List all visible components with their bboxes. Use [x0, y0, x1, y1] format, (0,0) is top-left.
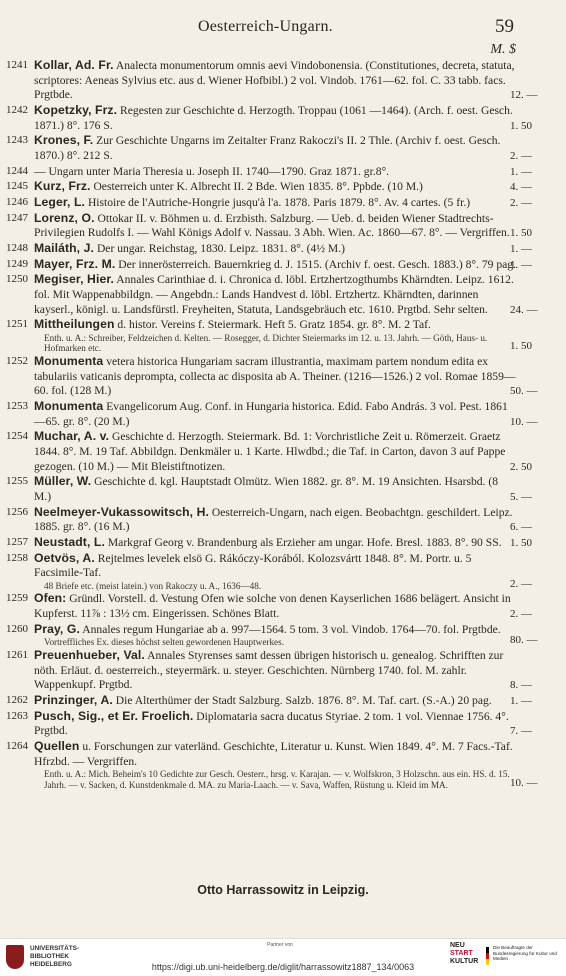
entry-price: 2. — — [510, 577, 532, 590]
entry-number: 1252 — [6, 355, 28, 367]
entry-number: 1261 — [6, 649, 28, 661]
entry-text: Gründl. Vorstell. d. Vestung Ofen wie solche von denen Kayserlichen 1686 belägert. Ansicht in Kupferst. 11⅞ : 13½ cm. Eingerissen. Schönes Blatt. — [34, 592, 511, 621]
entry-number: 1244 — [6, 164, 28, 177]
catalogue-entry — [6, 708, 532, 739]
catalogue-entry — [6, 429, 532, 474]
running-title: Oesterreich-Ungarn. — [198, 18, 333, 35]
entry-price: 1. — — [510, 694, 532, 707]
entry-number: 1257 — [6, 535, 28, 548]
entry-number: 1263 — [6, 709, 28, 722]
catalogue-entry — [6, 194, 532, 211]
catalogue-entry — [6, 550, 532, 592]
entry-author: Neustadt, L. — [34, 534, 105, 549]
entry-number: 1249 — [6, 257, 28, 270]
entry-number: 1258 — [6, 551, 28, 564]
entry-price: 1. 50 — [510, 119, 532, 132]
entry-text: — Ungarn unter Maria Theresia u. Joseph II. 1740—1790. Graz 1871. gr.8°. — [34, 164, 390, 178]
entry-price: 1. 50 — [510, 227, 532, 240]
entry-text: u. Forschungen zur vaterländ. Geschichte, Literatur u. Kunst. Wien 1849. 4°. M. 7 Facs.-Taf. Hfrzbd. — Vergriffen. — [34, 739, 513, 768]
neustart-line2: START — [450, 950, 473, 957]
entry-author: Monumenta — [34, 354, 104, 368]
entry-text: Histoire de l'Autriche-Hongrie jusqu'à l'a. 1878. Paris 1879. 8°. Av. 4 cartes. (5 fr.) — [87, 195, 471, 209]
entry-number: 1262 — [6, 693, 28, 706]
entry-author: Ofen: — [34, 591, 67, 606]
entry-note: 48 Briefe etc. (meist latein.) von Rakoczy u. A., 1636—48. — [44, 580, 262, 591]
entry-text: Analecta monumentorum omnis aevi Vindobonensia. (Constitutiones, decreta, statuta, scriptores: Aeneas Sylvius etc. aus d. Wiener Hofbibl.) 2 vol. Vindob. 1761—62. fol. C. 33 tabb. facs. Prgtbde. — [34, 59, 515, 102]
entry-author: Preuenhueber, Val. — [34, 648, 145, 662]
entry-author: Kurz, Frz. — [34, 179, 91, 194]
catalogue-entry — [6, 738, 538, 791]
entry-text: Annales Styrenses samt dessen übrigen historisch u. genealog. Schrifften zur nöth. Erläut. d. oesterreich., steyermärk. u. steyer. Geschichten. Nürnberg 1740. fol. M. zahlr. Wappenkupf. Prgtbd. — [34, 649, 504, 692]
entry-text: Geschichte d. Herzogth. Steiermark. Bd. 1: Vorchristliche Zeit u. Römerzeit. Graetz 1844. 8°. M. 19 Taf. Abbildgn. Denkmäler u. 1 Karte. Hlwdbd.; die Taf. in Carton, davon 3 auf Pappe gezogen. (10 M.) — Mit Bleistiftnotizen. — [34, 430, 506, 473]
entry-number: 1260 — [6, 622, 28, 635]
entry-price: 1. — — [510, 242, 532, 255]
entry-author: Neelmeyer-Vukassowitsch, H. — [34, 504, 209, 519]
catalogue-entry — [6, 317, 532, 354]
neustart-line1: NEU — [450, 942, 465, 949]
entry-number: 1255 — [6, 475, 28, 488]
entry-text: Ottokar II. v. Böhmen u. d. Erzbisth. Salzburg. — Ueb. d. beiden Wiener Stadtrechts-Privilegien Rudolfs I. — Wahl Königs Adolf v. Nassau. 3 Abh. Wien. Ac. 1860—67. 8°. — Vergriffen. — [34, 211, 510, 240]
entry-text: Evangelicorum Aug. Conf. in Hungaria historica. Edid. Fabo András. 3 vol. Pest. 1861—65. gr. 8°. (20 M.) — [34, 399, 508, 428]
entry-text: Markgraf Georg v. Brandenburg als Erzieher am ungar. Hofe. Bresl. 1883. 8°. 90 SS. — [107, 535, 502, 549]
entry-number: 1253 — [6, 399, 28, 412]
entry-price: 10. — — [510, 415, 538, 428]
catalogue-entry — [6, 58, 538, 103]
entry-author: Mittheilungen — [34, 317, 115, 332]
library-logo-text: UNIVERSITÄTS- BIBLIOTHEK HEIDELBERG — [30, 945, 79, 968]
entry-author: Megiser, Hier. — [34, 272, 114, 287]
bkm-logo-text: Die Beauftragte der Bundesregierung für Kultur und Medien — [493, 945, 557, 962]
entry-price: 1. — — [510, 258, 532, 271]
entry-price: 2. — — [510, 149, 532, 162]
entry-price: 4. — — [510, 181, 532, 194]
entry-text: Oesterreich-Ungarn, nach eigen. Beobachtgn. geschildert. Leipz. 1885. gr. 8°. (16 M.) — [34, 505, 513, 534]
catalogue-entry — [6, 272, 538, 317]
page-header — [0, 18, 566, 42]
entry-author: Pray, G. — [34, 621, 80, 636]
entry-price: 50. — — [510, 385, 538, 398]
entry-author: Lorenz, O. — [34, 210, 95, 225]
entry-text: Oesterreich unter K. Albrecht II. 2 Bde. Wien 1835. 8°. Ppbde. (10 M.) — [93, 180, 423, 194]
entry-number: 1245 — [6, 180, 28, 193]
entry-number: 1247 — [6, 211, 28, 224]
entry-author: Muchar, A. v. — [34, 429, 110, 444]
entry-price: 1. 50 — [510, 340, 532, 353]
entry-text: Zur Geschichte Ungarns im Zeitalter Franz Rakoczi's II. 2 Thle. (Archiv f. oest. Gesch. 1870.) 8°. 212 S. — [34, 134, 501, 162]
entry-author: Müller, W. — [34, 474, 92, 489]
entry-note: Enth. u. A.: Mich. Beheim's 10 Gedichte zur Gesch. Oesterr., hrsg. v. Karajan. — v. Wolfskron, 3 Holzschn. aus ein. HS. d. 15. Jahrh. — v. Sacken, d. Kunstdenkmale d. MA. zu Maria-Laach. — v. Sava, Waffen, Rüstung u. Kleid im MA. — [44, 769, 510, 790]
entry-number: 1256 — [6, 505, 28, 518]
entry-text: Diplomataria sacra ducatus Styriae. 2 tom. 1 vol. Viennae 1756. 4°. Prgtbd. — [34, 709, 509, 738]
entry-text: Der innerösterreich. Bauernkrieg d. J. 1515. (Archiv f. oest. Gesch. 1883.) 8°. 79 pag. — [118, 257, 516, 271]
entry-author: Mayer, Frz. M. — [34, 256, 116, 271]
entry-author: Kopetzky, Frz. — [34, 102, 118, 117]
entry-note: Enth. u. A.: Schreiber, Feldzeichen d. Kelten. — Rosegger, d. Dichter Steiermarks im 12. u. 13. Jahrh. — Göth, Haus- u. Hofmarken etc. — [44, 332, 488, 354]
entry-author: Pusch, Sig., et Er. Froelich. — [34, 708, 194, 723]
catalogue-entry — [6, 210, 532, 241]
catalogue-entry — [6, 179, 532, 195]
catalogue-entry — [6, 474, 532, 504]
partner-label: Partner von — [267, 942, 293, 948]
entry-author: Krones, F. — [34, 133, 94, 148]
catalogue-entry — [6, 534, 532, 551]
entry-text: Der ungar. Reichstag, 1830. Leipz. 1831. 8°. (4½ M.) — [96, 241, 345, 255]
entry-price: 1. — — [510, 165, 532, 178]
entry-number: 1246 — [6, 195, 28, 208]
catalogue-entry — [6, 164, 532, 180]
entry-price: 7. — — [510, 725, 532, 738]
page-url[interactable]: https://digi.ub.uni-heidelberg.de/diglit/harrassowitz1887_134/0063 — [151, 962, 415, 972]
entry-author: Monumenta — [34, 398, 104, 413]
entry-author: Prinzinger, A. — [34, 692, 113, 707]
entry-number: 1264 — [6, 739, 28, 752]
entry-text: Die Alterthümer der Stadt Salzburg. Salzb. 1876. 8°. M. Taf. cart. (S.-A.) 20 pag. — [115, 693, 492, 707]
entry-price: 24. — — [510, 303, 538, 316]
catalogue-entry — [6, 591, 532, 621]
catalogue-entry — [6, 621, 538, 648]
entry-number: 1251 — [6, 318, 28, 331]
entry-text: Rejtelmes levelek elsö G. Rákóczy-Korából. Kolozsvártt 1848. 8°. M. Portr. u. 5 Facsimile-Taf. — [34, 551, 472, 580]
entry-price: 12. — — [510, 89, 538, 102]
entry-number: 1248 — [6, 241, 28, 254]
entry-number: 1259 — [6, 592, 28, 605]
catalogue-entry — [6, 354, 538, 399]
catalogue-entry — [6, 256, 532, 273]
entry-text: vetera historica Hungariam sacram illustrantia, maximam partem nondum edita ex tabulariis vaticanis deprompta, collecta ac disposita ab A. Theiner. (1216—1526.) 2 vol. Romae 1859—60. fol. (128 M.) — [34, 355, 516, 398]
entry-price: 5. — — [510, 490, 532, 503]
entry-author: Oetvös, A. — [34, 550, 95, 565]
entry-price: 10. — — [510, 776, 538, 789]
entry-text: Annales regum Hungariae ab a. 997—1564. 5 tom. 3 vol. Vindob. 1764—70. fol. Prgtbde. — [82, 622, 501, 636]
entry-price: 1. 50 — [510, 536, 532, 549]
entry-text: Annales Carinthiae d. i. Chronica d. löbl. Ertzhertzogthumbs Khärndten. Leipz. 1612. fol. Mit Wappenabbildgn. — Angebdn.: Lands Handvest d. löbl. Ertzhertz. Khärndten, darinnen kayserl., königl. u. Landsfürstl. Freyheiten, Statuta, Landsgebräuch etc. 1610. Prgtbd. Sehr selten. — [34, 273, 514, 316]
catalogue-entry — [6, 504, 532, 535]
entry-number: 1250 — [6, 273, 28, 286]
entry-author: Kollar, Ad. Fr. — [34, 58, 114, 72]
entry-price: 2. — — [510, 608, 532, 621]
catalogue-entry — [6, 102, 532, 133]
entry-author: Mailáth, J. — [34, 240, 95, 255]
entry-number: 1254 — [6, 430, 28, 443]
catalogue-entries — [6, 58, 538, 790]
entry-price: 80. — — [510, 634, 538, 647]
catalogue-entry — [6, 240, 532, 257]
entry-number: 1241 — [6, 59, 28, 71]
entry-text: Regesten zur Geschichte d. Herzogth. Troppau (1061 —1464). (Arch. f. oest. Gesch. 1871.) 8°. 176 S. — [34, 103, 513, 132]
entry-text: d. histor. Vereins f. Steiermark. Heft 5. Gratz 1854. gr. 8°. M. 2 Taf. — [117, 318, 431, 332]
entry-price: 2. 50 — [510, 460, 532, 473]
entry-price: 2. — — [510, 196, 532, 209]
catalogue-entry — [6, 133, 532, 163]
entry-price: 8. — — [510, 679, 532, 692]
entry-price: 6. — — [510, 521, 532, 534]
catalogue-entry — [6, 648, 532, 693]
currency-mark: M. $ — [490, 42, 516, 57]
entry-number: 1243 — [6, 134, 28, 147]
entry-number: 1242 — [6, 103, 28, 116]
entry-text: Geschichte d. kgl. Hauptstadt Olmütz. Wien 1882. gr. 8°. M. 19 Ansichten. Hsarsbd. (8 M.) — [34, 475, 499, 503]
entry-author: Quellen — [34, 738, 80, 753]
publisher-line: Otto Harrassowitz in Leipzig. — [197, 883, 369, 897]
entry-note: Vortreffliches Ex. dieses höchst selten gewordenen Hauptwerkes. — [44, 637, 284, 648]
entry-author: Leger, L. — [34, 194, 86, 209]
page-number: 59 — [495, 16, 514, 37]
catalogue-entry — [6, 692, 532, 709]
catalogue-entry — [6, 398, 538, 429]
neustart-line3: KULTUR — [450, 958, 479, 965]
